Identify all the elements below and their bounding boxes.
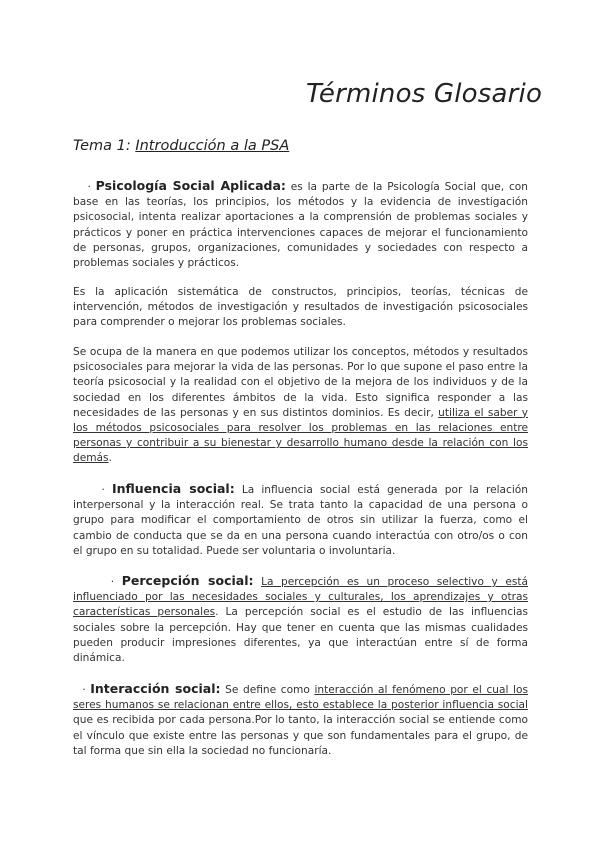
bullet: · [82, 684, 86, 696]
definition-text: La influencia social está generada por la relación interpersonal y la interacción real. Se trata tanto la capacidad de una persona o grupo para modificar el comportamiento de otros sin utilizar la fuerza, como el cambio de conducta que se da en una persona cuando interactúa con otro/os o con el grupo en su totalidad. Puede ser voluntaria o involuntaria. [73, 484, 529, 557]
page-title: Términos Glosario [306, 79, 543, 109]
definition-text: . La percepción social es el estudio de las influencias sociales sobre la percepción. Hay que tener en cuenta que las mismas cualidades pueden producir impresiones diferentes, ya que interactúan entre sí de forma dinámica. [73, 606, 529, 665]
topic-prefix: Tema 1: [73, 138, 136, 154]
paragraph-aplicacion-sistematica [73, 285, 528, 331]
underlined-text: La percepción es un proceso selectivo y está influenciado por las necesidades sociales y culturales, los aprendizajes y otras características personales [73, 576, 528, 619]
term-psicologia-social-aplicada: Psicología Social Aplicada: [95, 178, 286, 193]
body-text-end: . [108, 452, 112, 465]
underlined-text: interacción al fenómeno por el cual los seres humanos se relacionan entre ellos, esto establece la posterior influencia social [73, 684, 528, 712]
term-interaccion-social: Interacción social: [90, 681, 221, 696]
paragraph-se-ocupa [73, 345, 528, 467]
bullet: · [101, 484, 105, 496]
definition-text-end: que es recibida por cada persona.Por lo tanto, la interacción social se entiende como el vínculo que existe entre las personas y que son fundamentales para el grupo, de tal forma que sin ella la sociedad no funcionaría. [73, 714, 528, 757]
definition-text: es la parte de la Psicología Social que, con base en las teorías, los principios, los métodos y la evidencia de investigación psicosocial, intenta realizar aportaciones a la comprensión de problemas sociales y prácticos y poner en práctica intervenciones capaces de mejorar el funcionamiento de personas, grupos, organizaciones, comunidades y sociedades con respecto a problemas sociales y prácticos. [73, 181, 528, 270]
term-percepcion-social: Percepción social: [121, 573, 254, 588]
bullet: · [110, 576, 115, 588]
paragraph-percepcion-social [73, 573, 528, 666]
underlined-text: utiliza el saber y los métodos psicosociales para resolver los problemas en las relaciones entre personas y contribuir a su bienestar y desarrollo humano desde la relación con los demás [73, 406, 528, 465]
bullet: · [87, 181, 91, 193]
paragraph-psicologia-social-aplicada [73, 178, 528, 271]
topic-name: Introducción a la PSA [135, 138, 290, 154]
topic-heading [73, 138, 289, 154]
paragraph-interaccion-social [73, 681, 528, 759]
definition-text: Se define como [220, 684, 315, 696]
body-text: Es la aplicación sistemática de constructos, principios, teorías, técnicas de intervención, métodos de investigación y resultados de investigación psicosociales para comprender o mejorar los problemas sociales. [73, 286, 528, 329]
term-influencia-social: Influencia social: [111, 481, 235, 496]
body-text: Se ocupa de la manera en que podemos utilizar los conceptos, métodos y resultados psicosociales para mejorar la vida de las personas. Por lo que supone el paso entre la teoría psicosocial y la realidad con el objetivo de la mejora de los individuos y de la sociedad en los diferentes ámbitos de la vida. Esto significa responder a las necesidades de las personas y en sus distintos dominios. Es decir, [73, 346, 528, 419]
paragraph-influencia-social [73, 481, 528, 559]
